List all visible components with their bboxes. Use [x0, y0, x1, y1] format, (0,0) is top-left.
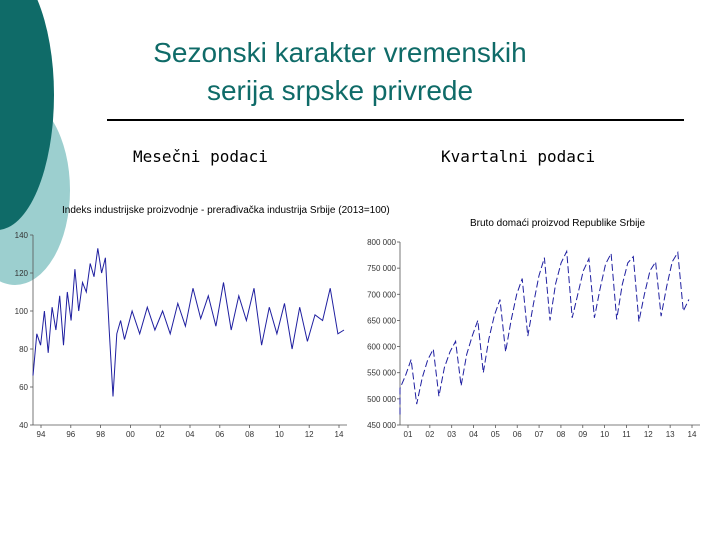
monthly-x-tick-label: 98 — [96, 430, 106, 439]
quarterly-x-tick-label: 06 — [512, 430, 522, 439]
monthly-x-tick-label: 02 — [155, 430, 165, 439]
monthly-series-line — [33, 248, 344, 396]
monthly-x-tick-label: 04 — [185, 430, 195, 439]
quarterly-y-tick-label: 650 000 — [367, 316, 396, 326]
quarterly-series-line — [400, 251, 689, 414]
monthly-y-tick-label: 80 — [19, 345, 28, 354]
monthly-y-tick-label: 100 — [14, 307, 28, 316]
quarterly-x-tick-label: 13 — [665, 430, 675, 439]
monthly-x-tick-label: 06 — [215, 430, 225, 439]
quarterly-x-tick-label: 05 — [490, 430, 500, 439]
monthly-y-tick-label: 140 — [14, 231, 28, 240]
quarterly-x-tick-label: 09 — [578, 430, 588, 439]
monthly-x-tick-label: 94 — [36, 430, 46, 439]
quarterly-y-tick-label: 800 000 — [367, 238, 396, 247]
quarterly-x-tick-label: 03 — [447, 430, 457, 439]
quarterly-x-tick-label: 01 — [403, 430, 413, 439]
quarterly-x-tick-label: 08 — [556, 430, 566, 439]
monthly-y-tick-label: 60 — [19, 383, 28, 392]
quarterly-y-tick-label: 600 000 — [367, 342, 396, 352]
monthly-chart-title: Indeks industrijske proizvodnje - prerađivačka industrija Srbije (2013=100) — [62, 205, 390, 216]
quarterly-y-tick-label: 550 000 — [367, 368, 396, 378]
quarterly-x-tick-label: 07 — [534, 430, 544, 439]
monthly-y-tick-label: 120 — [14, 269, 28, 278]
quarterly-x-tick-label: 12 — [643, 430, 653, 439]
monthly-x-tick-label: 08 — [245, 430, 255, 439]
quarterly-y-tick-label: 500 000 — [367, 394, 396, 404]
quarterly-x-tick-label: 11 — [622, 430, 631, 439]
monthly-x-tick-label: 10 — [274, 430, 284, 439]
monthly-x-tick-label: 00 — [125, 430, 135, 439]
monthly-x-tick-label: 12 — [304, 430, 314, 439]
monthly-x-tick-label: 14 — [334, 430, 344, 439]
quarterly-x-tick-label: 02 — [425, 430, 435, 439]
quarterly-y-tick-label: 750 000 — [367, 264, 396, 274]
slide-title-line2: serija srpske privrede — [206, 75, 474, 106]
quarterly-chart-title: Bruto domaći proizvod Republike Srbije — [470, 218, 646, 229]
quarterly-heading: Kvartalni podaci — [441, 147, 596, 166]
monthly-heading: Mesečni podaci — [133, 147, 268, 166]
quarterly-y-tick-label: 700 000 — [367, 290, 396, 300]
quarterly-y-tick-label: 450 000 — [367, 421, 396, 430]
slide-title-line1: Sezonski karakter vremenskih — [153, 37, 527, 68]
monthly-x-tick-label: 96 — [66, 430, 76, 439]
quarterly-x-tick-label: 14 — [687, 430, 697, 439]
monthly-y-tick-label: 40 — [19, 421, 28, 430]
quarterly-x-tick-label: 10 — [600, 430, 610, 439]
quarterly-x-tick-label: 04 — [469, 430, 478, 439]
